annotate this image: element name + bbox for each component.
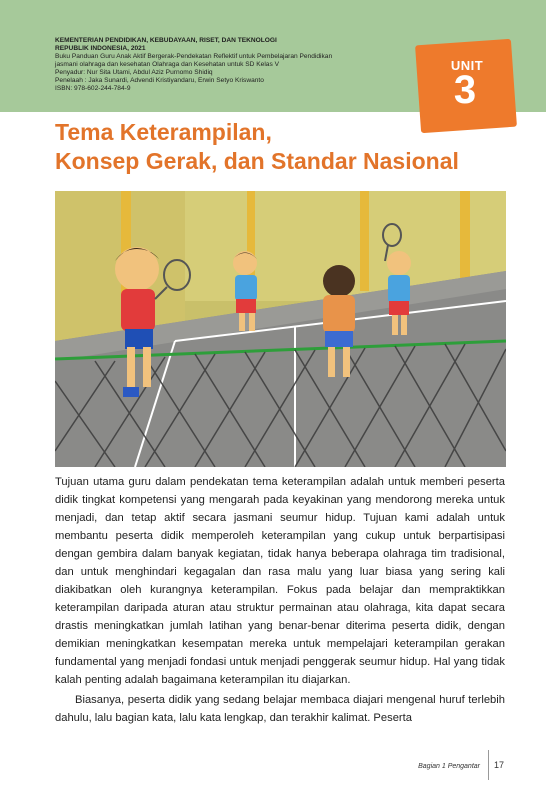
unit-number: 3	[453, 68, 477, 112]
book-title-2: jasmani olahraga dan kesehatan Olahraga dan Kesehatan untuk SD Kelas V	[55, 61, 279, 68]
unit-label: UNIT	[450, 58, 484, 73]
reviewers: Penelaah : Jaka Sunardi, Advendi Kristiyandaru, Erwin Setyo Kriswanto	[55, 77, 264, 84]
isbn: ISBN: 978-602-244-784-9	[55, 85, 131, 92]
title-line-2: Konsep Gerak, dan Standar Nasional	[55, 148, 459, 174]
page-number: 17	[494, 760, 505, 770]
publisher-line: KEMENTERIAN PENDIDIKAN, KEBUDAYAAN, RISET, DAN TEKNOLOGI	[55, 37, 277, 44]
publisher-line-2: REPUBLIK INDONESIA, 2021	[55, 45, 146, 52]
book-title: Buku Panduan Guru Anak Aktif Bergerak-Pendekatan Reflektif untuk Pembelajaran Pendidikan	[55, 53, 333, 60]
page-title	[55, 118, 495, 176]
badminton-illustration	[55, 191, 506, 467]
authors: Penyadur: Nur Sita Utami, Abdul Aziz Purnomo Shidiq	[55, 69, 213, 76]
title-line-1: Tema Keterampilan,	[55, 119, 272, 145]
footer-section: Bagian 1 Pengantar	[418, 763, 480, 770]
paragraph-1: Tujuan utama guru dalam pendekatan tema keterampilan adalah untuk memberi peserta didik tingkat kompetensi yang mengarah pada keyakinan yang mendorong mereka untuk menjadi, dan tetap aktif secara jasmani seumur hidup. Tujuan kami adalah untuk membantu peserta didik memperoleh keterampilan yang cukup untuk berpartisipasi dengan gembira dalam banyak kegiatan, tidak hanya beberapa olahraga tim tradisional, dan untuk menghindari kegagalan dan rasa malu yang luar biasa yang sering kali diakibatkan oleh kurangnya keterampilan. Fokus pada belajar dan mempraktikkan keterampilan daripada aturan atau struktur permainan atau olahraga, kita dapat secara drastis meningkatkan jumlah latihan yang benar-benar diterima peserta didik, dengan demikian meningkatkan kesempatan mereka untuk mempelajari keterampilan gerakan fundamental yang menjadi fondasi untuk menjadi penggerak seumur hidup. Hal yang tidak kalah penting adalah bagaimana keterampilan itu diajarkan.	[55, 476, 505, 686]
footer-divider	[488, 750, 489, 780]
body-text	[55, 473, 505, 727]
publication-info	[55, 37, 415, 93]
paragraph-2: Biasanya, peserta didik yang sedang belajar membaca diajari mengenal huruf terlebih dahulu, lalu bagian kata, lalu kata lengkap, dan terakhir kalimat. Peserta	[55, 694, 505, 724]
